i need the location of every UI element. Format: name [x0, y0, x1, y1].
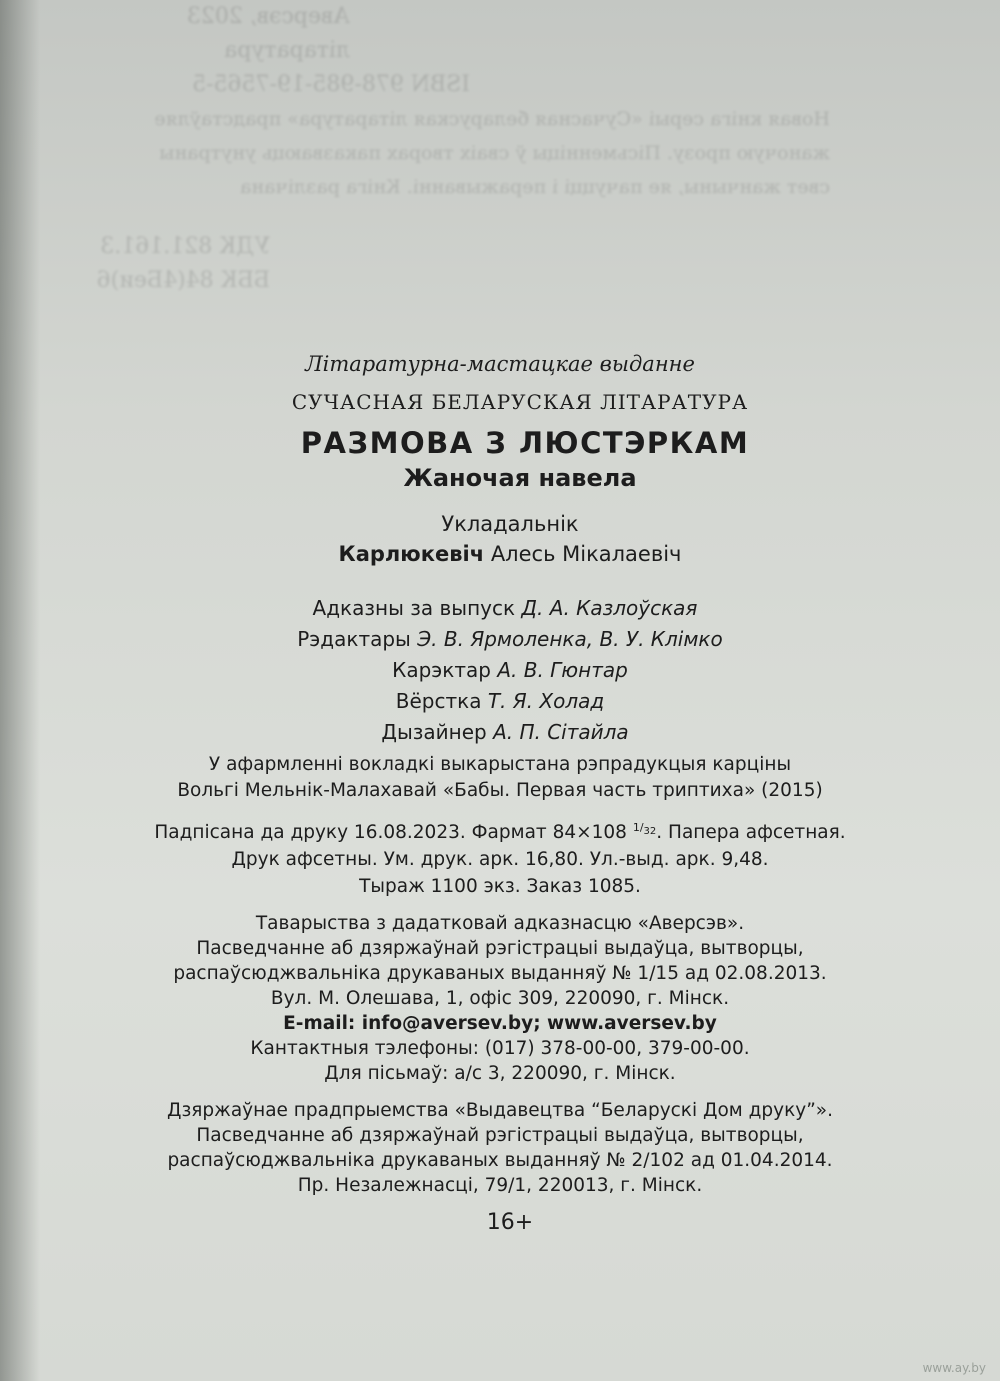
fraction-numerator: 1	[632, 821, 640, 834]
site-watermark: www.ay.by	[922, 1361, 986, 1375]
bleed-line: УДК 821.161.3	[100, 234, 270, 259]
colophon	[90, 352, 910, 1235]
credit-line	[90, 596, 910, 620]
cover-note-line: Вольгі Мельнік-Малахавай «Бабы. Первая часть триптиха» (2015)	[177, 780, 823, 801]
credit-line	[90, 627, 910, 651]
age-rating: 16+	[486, 1210, 534, 1236]
bleed-line: Аверсэв, 2023	[186, 4, 350, 29]
cover-note-line: У афармленні вокладкі выкарыстана рэпрадукцыя карціны	[208, 754, 792, 775]
print-info-text: Падпісана да друку 16.08.2023. Фармат 84×108	[154, 822, 627, 844]
print-info-text: . Папера афсетная.	[656, 822, 846, 844]
bleed-line: жаночую прозу. Пісьменніцы ў сваіх творах паказваюць унутраны	[159, 142, 830, 164]
printer-line: Пасведчанне аб дзяржаўнай рэгістрацыі выдаўца, вытворцы,	[196, 1125, 804, 1147]
print-info-line: Тыраж 1100 экз. Заказ 1085.	[359, 876, 641, 898]
compiler-surname: Карлюкевіч	[338, 542, 485, 566]
credit-role: Вёрстка	[395, 689, 482, 713]
credit-role: Карэктар	[392, 658, 491, 682]
series-name: СУЧАСНАЯ БЕЛАРУСКАЯ ЛІТАРАТУРА	[291, 390, 749, 414]
book-title: РАЗМОВА З ЛЮСТЭРКАМ	[300, 426, 750, 460]
publisher-line: Пасведчанне аб дзяржаўнай рэгістрацыі выдаўца, вытворцы,	[196, 938, 804, 960]
print-info-line	[90, 821, 910, 843]
printer-block	[90, 1100, 910, 1196]
compiler-label: Укладальнік	[441, 512, 579, 536]
compiler-name	[90, 542, 910, 566]
format-fraction: 1/32	[632, 821, 657, 838]
credit-name: Д. А. Казлоўская	[521, 596, 698, 620]
credit-role: Адказны за выпуск	[312, 596, 516, 620]
credit-line	[90, 720, 910, 744]
publisher-phones: Кантактныя тэлефоны: (017) 378-00-00, 379-00-00.	[250, 1038, 750, 1060]
printer-address: Пр. Незалежнасці, 79/1, 220013, г. Мінск.	[297, 1175, 703, 1197]
bleed-line: свет жанчыны, яе пачуцці і перажыванні. Кніга разлічана	[240, 176, 830, 198]
publisher-contacts: E-mail: info@aversev.by; www.aversev.by	[283, 1013, 717, 1035]
bleed-line: ББК 84(4Беи)6	[96, 268, 270, 293]
credit-name: А. П. Сітайла	[493, 720, 629, 744]
printer-line: распаўсюджвальніка друкаваных выданняў № 2/102 ад 01.04.2014.	[167, 1150, 833, 1172]
credit-role: Рэдактары	[297, 627, 411, 651]
credit-name: Т. Я. Холад	[487, 689, 605, 713]
credit-name: Э. В. Ярмоленка, В. У. Клімко	[417, 627, 723, 651]
credit-line	[90, 658, 910, 682]
publisher-address: Вул. М. Олешава, 1, офіс 309, 220090, г. Мінск.	[270, 988, 730, 1010]
credits-block	[90, 596, 910, 744]
printer-line: Дзяржаўнае прадпрыемства «Выдавецтва “Беларускі Дом друку”».	[166, 1100, 834, 1122]
cover-note	[90, 754, 910, 801]
publisher-mail: Для пісьмаў: а/с 3, 220090, г. Мінск.	[324, 1063, 676, 1085]
fraction-denominator: 32	[643, 826, 657, 838]
publisher-block	[90, 913, 910, 1084]
print-info	[90, 821, 910, 897]
bleed-line: ISBN 978-985-19-7565-5	[192, 72, 470, 97]
publisher-line: распаўсюджвальніка друкаваных выданняў № 1/15 ад 02.08.2013.	[173, 963, 827, 985]
bleed-through-text	[70, 0, 890, 310]
credit-role: Дызайнер	[381, 720, 487, 744]
bleed-line: Новая кніга серыі «Сучасная беларуская літаратура» прадстаўляе	[154, 108, 830, 130]
credit-name: А. В. Гюнтар	[497, 658, 628, 682]
publisher-line: Таварыства з дадатковай адказнасцю «Аверсэв».	[255, 913, 745, 935]
genre-line: Літаратурна-мастацкае выданне	[305, 352, 695, 376]
book-subtitle: Жаночая навела	[403, 464, 637, 492]
compiler-given-name: Алесь Мікалаевіч	[490, 542, 682, 566]
print-info-line: Друк афсетны. Ум. друк. арк. 16,80. Ул.-выд. арк. 9,48.	[231, 849, 769, 871]
bleed-line: літаратура	[224, 38, 350, 63]
credit-line	[90, 689, 910, 713]
